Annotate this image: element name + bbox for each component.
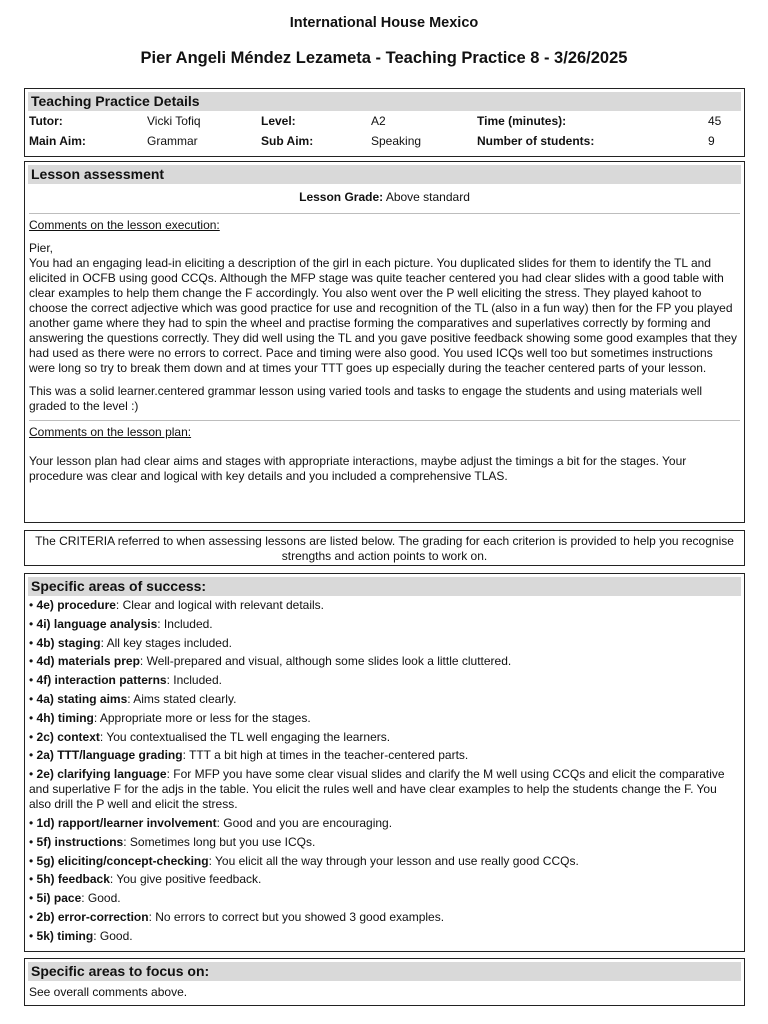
success-item: • 4e) procedure: Clear and logical with relevant details. — [29, 598, 325, 612]
success-item: • 5i) pace: Good. — [29, 891, 121, 906]
grade-label: Lesson Grade: — [299, 190, 384, 204]
criterion-code: 5i) pace — [36, 891, 82, 906]
plan-heading: Comments on the lesson plan: — [29, 425, 192, 439]
criterion-code: 4a) stating aims — [36, 691, 128, 706]
success-item: • 4b) staging: All key stages included. — [29, 635, 232, 650]
details-heading: Teaching Practice Details — [28, 92, 741, 111]
criterion-code: 4e) procedure — [36, 598, 116, 612]
success-item: • 5f) instructions: Sometimes long but you use ICQs. — [29, 834, 316, 849]
criterion-comment: : Clear and logical with relevant details. — [115, 598, 325, 612]
criteria-note-box — [24, 530, 745, 566]
focus-heading: Specific areas to focus on: — [28, 962, 741, 981]
page-title: Pier Angeli Méndez Lezameta - Teaching Practice 8 - 3/26/2025 — [140, 49, 628, 67]
criterion-comment: : You elicit all the way through your lesson and use really good CCQs. — [208, 853, 579, 868]
criterion-comment: : You contextualised the TL well engaging the learners. — [99, 729, 391, 744]
criterion-code: 5g) eliciting/concept-checking — [36, 853, 209, 868]
level-value: A2 — [371, 114, 386, 128]
criterion-comment: : Sometimes long but you use ICQs. — [123, 834, 316, 849]
success-item: • 2e) clarifying language: For MFP you have some clear visual slides and clarify the M well using CCQs and elicit the comparative and superlative F for the adjs in the table. You elicit the rules well and have clear examples to help the students change the F. You also drill the P well and elicit the stress. — [29, 767, 725, 812]
sub-aim-value: Speaking — [371, 134, 422, 148]
success-section — [24, 573, 745, 952]
tutor-label: Tutor: — [29, 114, 63, 128]
success-item: • 4i) language analysis: Included. — [29, 616, 213, 631]
success-item: • 2b) error-correction: No errors to correct but you showed 3 good examples. — [29, 909, 445, 924]
time-label: Time (minutes): — [477, 114, 567, 128]
execution-comment-2: This was a solid learner.centered grammar lesson using varied tools and tasks to engage the students and using materials well graded to the level :) — [29, 384, 703, 413]
criterion-code: 4d) materials prep — [36, 654, 140, 669]
level-label: Level: — [261, 114, 296, 128]
criterion-comment: : No errors to correct but you showed 3 good examples. — [148, 909, 445, 924]
criterion-code: 5k) timing — [36, 928, 94, 943]
greeting: Pier, — [29, 241, 54, 255]
criterion-comment: : Well-prepared and visual, although some slides look a little cluttered. — [139, 654, 512, 669]
main-aim-value: Grammar — [147, 134, 198, 148]
criterion-comment: : Appropriate more or less for the stages. — [93, 710, 311, 725]
criterion-comment: : TTT a bit high at times in the teacher-centered parts. — [182, 748, 469, 763]
criterion-comment: : All key stages included. — [100, 635, 232, 650]
main-aim-label: Main Aim: — [29, 134, 86, 148]
criterion-comment: : Good. — [81, 891, 121, 906]
execution-comment-1: You had an engaging lead-in eliciting a description of the girl in each picture. You duplicated slides for them to identify the TL and elicited in OCFB using good CCQs. Although the MFP stage was quite teacher centered you had clear slides with a good table with clear examples to help them change the F accordingly. You also went over the P well eliciting the stress. They played kahoot to choose the correct adjective which was good practice for use and recognition of the TL (also in a fun way) then for the FP you played another game where they had to spin the wheel and practise forming the comparatives and superlatives correctly by forming and answering the questions correctly. They did well using the TL and you gave positive feedback showing some good examples that they had used as there were no errors to correct. Pace and timing were also good. You used ICQs well too but sometimes instructions were long so try to break them down and at times your TTT goes up especially during the teacher centered parts of your lesson. — [29, 256, 737, 375]
success-item: • 5k) timing: Good. — [29, 928, 133, 943]
assessment-section — [24, 161, 745, 523]
focus-section — [24, 958, 745, 1006]
assessment-heading: Lesson assessment — [28, 165, 741, 184]
students-label: Number of students: — [477, 134, 595, 148]
divider — [29, 213, 740, 214]
success-item: • 2c) context: You contextualised the TL well engaging the learners. — [29, 729, 391, 744]
time-value: 45 — [708, 114, 722, 128]
students-value: 9 — [708, 134, 715, 148]
criterion-code: 2e) clarifying language — [36, 767, 167, 782]
plan-comment: Your lesson plan had clear aims and stages with appropriate interactions, maybe adjust the timings a bit for the stages. Your procedure was clear and logical with key details and you included a comprehensive TLAS. — [29, 454, 687, 483]
success-item: • 4d) materials prep: Well-prepared and visual, although some slides look a little cluttered. — [29, 654, 512, 669]
criterion-code: 5f) instructions — [36, 834, 124, 849]
criterion-code: 1d) rapport/learner involvement — [36, 815, 217, 830]
criterion-comment: : You give positive feedback. — [109, 872, 262, 887]
grade-value: Above standard — [385, 190, 470, 204]
success-item: • 4f) interaction patterns: Included. — [29, 673, 222, 688]
criterion-comment: : Aims stated clearly. — [127, 691, 237, 706]
success-item: • 5g) eliciting/concept-checking: You elicit all the way through your lesson and use really good CCQs. — [29, 853, 579, 868]
criterion-code: 2b) error-correction — [36, 909, 149, 924]
criterion-code: 4i) language analysis — [36, 616, 158, 631]
criterion-comment: : For MFP you have some clear visual slides and clarify the M well using CCQs and elicit the comparative and superlative F for the adjs in the table. You elicit the rules well and have clear examples to help the students change the F. You also drill the P well and elicit the stress. — [29, 767, 725, 812]
criterion-code: 2a) TTT/language grading — [36, 748, 183, 763]
success-item: • 4a) stating aims: Aims stated clearly. — [29, 691, 237, 706]
focus-text: See overall comments above. — [29, 985, 188, 999]
success-item: • 5h) feedback: You give positive feedback. — [29, 872, 262, 887]
success-item: • 2a) TTT/language grading: TTT a bit high at times in the teacher-centered parts. — [29, 748, 469, 763]
execution-heading: Comments on the lesson execution: — [29, 218, 220, 232]
criterion-code: 2c) context — [36, 729, 100, 744]
criterion-code: 5h) feedback — [36, 872, 110, 887]
criterion-code: 4h) timing — [36, 710, 94, 725]
details-row-1 — [25, 111, 744, 131]
criteria-note: The CRITERIA referred to when assessing lessons are listed below. The grading for each criterion is provided to help you recognise strengths and action points to work on. — [35, 534, 734, 563]
details-section — [24, 88, 745, 157]
criterion-code: 4b) staging — [36, 635, 101, 650]
sub-aim-label: Sub Aim: — [261, 134, 314, 148]
success-list — [25, 596, 744, 944]
success-item: • 4h) timing: Appropriate more or less for the stages. — [29, 710, 311, 725]
criterion-code: 4f) interaction patterns — [36, 673, 167, 688]
details-row-2 — [25, 131, 744, 151]
organization-name: International House Mexico — [289, 15, 479, 31]
criterion-comment: : Good and you are encouraging. — [216, 815, 393, 830]
tutor-value: Vicki Tofiq — [147, 114, 201, 128]
divider — [29, 420, 740, 421]
criterion-comment: : Included. — [166, 673, 222, 688]
criterion-comment: : Included. — [157, 616, 213, 631]
criterion-comment: : Good. — [93, 928, 133, 943]
success-item: • 1d) rapport/learner involvement: Good and you are encouraging. — [29, 815, 393, 830]
lesson-grade — [25, 190, 744, 206]
success-heading: Specific areas of success: — [28, 577, 741, 596]
